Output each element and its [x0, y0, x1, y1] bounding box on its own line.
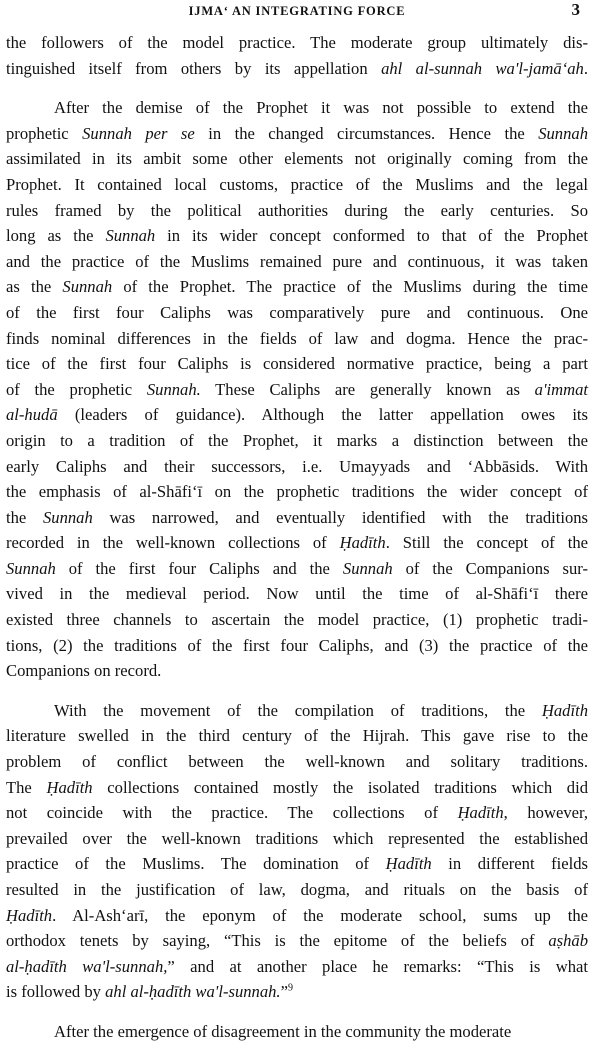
text-run: Companions on record. [6, 661, 162, 681]
text-run: . Al-Ash‘arī, the eponym of the moderate school, sums up the [52, 905, 588, 925]
text-run: resulted in the justification of law, dogma, and rituals on the basis of [6, 880, 588, 899]
paragraph-gap [6, 1005, 588, 1019]
page-header [6, 0, 588, 30]
text-run: After the emergence of disagreement in the community the moderate [54, 1021, 512, 1041]
text-run: the followers of the model practice. The moderate group ultimately dis- [6, 33, 588, 52]
text-line [6, 479, 588, 505]
text-line [6, 505, 588, 531]
text-line [6, 377, 588, 403]
text-line [6, 146, 588, 172]
text-run: vived in the medieval period. Now until the time of al-Shāfi‘ī there [6, 584, 588, 604]
text-line [6, 300, 588, 326]
text-run: of the Prophet. The practice of the Muslims during the time [112, 277, 588, 297]
italic-term: Ḥadīth [457, 803, 504, 823]
page-number: 3 [571, 0, 580, 19]
italic-term: ahl al-ḥadīth wa'l-sunnah. [105, 982, 281, 1002]
text-line [6, 198, 588, 224]
text-line [6, 775, 588, 801]
italic-term: Sunnah [42, 507, 93, 527]
text-line [6, 274, 588, 300]
text-run: of the first four Caliphs was comparatively pure and continuous. One [6, 302, 588, 322]
text-run: finds nominal differences in the fields of law and dogma. Hence the prac- [6, 328, 588, 348]
text-run: prophetic [6, 123, 83, 143]
text-line [6, 903, 588, 929]
text-run: orthodox tenets by saying, “This is the epitome of the beliefs of [6, 931, 549, 951]
text-line [6, 556, 588, 582]
text-line [6, 530, 588, 556]
text-line [6, 581, 588, 607]
text-run: (leaders of guidance). Although the latter appellation owes its [57, 405, 588, 425]
paragraph-gap [6, 81, 588, 95]
text-run: prevailed over the well-known traditions which represented the established [6, 828, 588, 848]
text-line [6, 826, 588, 852]
text-run: is followed by [6, 982, 106, 1002]
text-run: existed three channels to ascertain the model practice, (1) prophetic tradi- [6, 610, 588, 630]
text-line [6, 877, 588, 903]
footnote-marker: 9 [287, 982, 293, 994]
text-run: of the prophetic [6, 379, 147, 399]
text-run: as the [6, 277, 63, 297]
text-run: literature swelled in the third century of the Hijrah. This gave rise to the [6, 726, 588, 746]
text-line [6, 954, 588, 980]
italic-term: Sunnah [105, 226, 156, 246]
text-line [6, 56, 588, 82]
text-run: The [6, 777, 47, 797]
text-line [6, 249, 588, 275]
text-run: practice of the Muslims. The domination of [6, 854, 386, 874]
text-line [6, 800, 588, 826]
text-line [6, 351, 588, 377]
text-line [6, 402, 588, 428]
text-line [6, 454, 588, 480]
body-text [6, 30, 588, 1045]
italic-term: Sunnah. [146, 379, 201, 399]
text-run: assimilated in its ambit some other elements not originally coming from the [6, 149, 588, 169]
text-run: in different fields [431, 854, 588, 874]
italic-term: aṣhāb [548, 931, 588, 951]
text-run: of the Companions sur- [392, 558, 588, 578]
italic-term: Ḥadīth [46, 777, 93, 797]
text-run: , however, [503, 803, 588, 823]
italic-term: ahl al-sunnah wa'l-jamā‘ah [381, 58, 584, 78]
paragraph [6, 1019, 588, 1045]
italic-term: Ḥadīth [385, 854, 432, 874]
text-line [6, 633, 588, 659]
paragraph-gap [6, 684, 588, 698]
paragraph [6, 30, 588, 81]
italic-term: al-ḥadīth wa'l-sunnah, [6, 956, 168, 976]
text-line [6, 723, 588, 749]
text-run: recorded in the well-known collections of [6, 533, 340, 553]
text-run: in the changed circumstances. Hence the [194, 123, 539, 143]
text-line [6, 851, 588, 877]
text-run: the emphasis of al-Shāfi‘ī on the prophetic traditions the wider concept of [6, 482, 588, 502]
text-run: These Caliphs are generally known as [200, 379, 535, 399]
text-run: the [6, 507, 43, 527]
italic-term: a'immat [534, 379, 588, 399]
text-run: early Caliphs and their successors, i.e. Umayyads and ‘Abbāsids. With [6, 456, 588, 476]
text-run: was narrowed, and eventually identified with the traditions [92, 507, 588, 527]
text-run: in its wider concept conformed to that of the Prophet [155, 226, 588, 246]
italic-term: Ḥadīth [541, 700, 588, 720]
paragraph [6, 698, 588, 1005]
italic-term: al-hudā [6, 405, 58, 425]
italic-term: Sunnah [62, 277, 113, 297]
text-run: Prophet. It contained local customs, practice of the Muslims and the legal [6, 174, 588, 194]
text-line [6, 928, 588, 954]
text-run: tions, (2) the traditions of the first four Caliphs, and (3) the practice of the [6, 635, 588, 655]
paragraph [6, 95, 588, 684]
text-run: not coincide with the practice. The collections of [6, 803, 458, 823]
text-run: long as the [6, 226, 106, 246]
text-line [6, 121, 588, 147]
text-line [6, 698, 588, 724]
text-line [6, 1019, 588, 1045]
text-line [6, 607, 588, 633]
text-run: tinguished itself from others by its appellation [6, 58, 382, 78]
text-line [6, 428, 588, 454]
text-line [6, 95, 588, 121]
text-line [6, 749, 588, 775]
text-run: collections contained mostly the isolated traditions which did [92, 777, 589, 797]
italic-term: Ḥadīth [339, 533, 386, 553]
text-line [6, 326, 588, 352]
text-run: ” [280, 982, 288, 1002]
running-title: IJMA‘ AN INTEGRATING FORCE [188, 4, 406, 18]
text-run: problem of conflict between the well-known and solitary traditions. [6, 752, 588, 772]
text-run: and the practice of the Muslims remained pure and continuous, it was taken [6, 251, 588, 271]
text-line [6, 172, 588, 198]
text-line [6, 223, 588, 249]
text-run: With the movement of the compilation of traditions, the [54, 700, 542, 720]
text-line [6, 30, 588, 56]
italic-term: Sunnah per se [82, 123, 195, 143]
text-run: origin to a tradition of the Prophet, it marks a distinction between the [6, 430, 588, 450]
italic-term: Sunnah [6, 558, 56, 578]
text-run: . [583, 58, 588, 78]
italic-term: Sunnah [342, 558, 393, 578]
text-run: of the first four Caliphs and the [55, 558, 343, 578]
text-run: rules framed by the political authorities during the early centuries. So [6, 200, 588, 220]
text-run: After the demise of the Prophet it was not possible to extend the [54, 98, 588, 118]
italic-term: Sunnah [538, 123, 588, 143]
text-run: . Still the concept of the [385, 533, 588, 553]
text-run: ” and at another place he remarks: “This is what [167, 956, 588, 976]
text-line [6, 658, 588, 684]
text-run: tice of the first four Caliphs is considered normative practice, being a part [6, 354, 588, 374]
italic-term: Ḥadīth [6, 905, 53, 925]
text-line [6, 979, 588, 1005]
